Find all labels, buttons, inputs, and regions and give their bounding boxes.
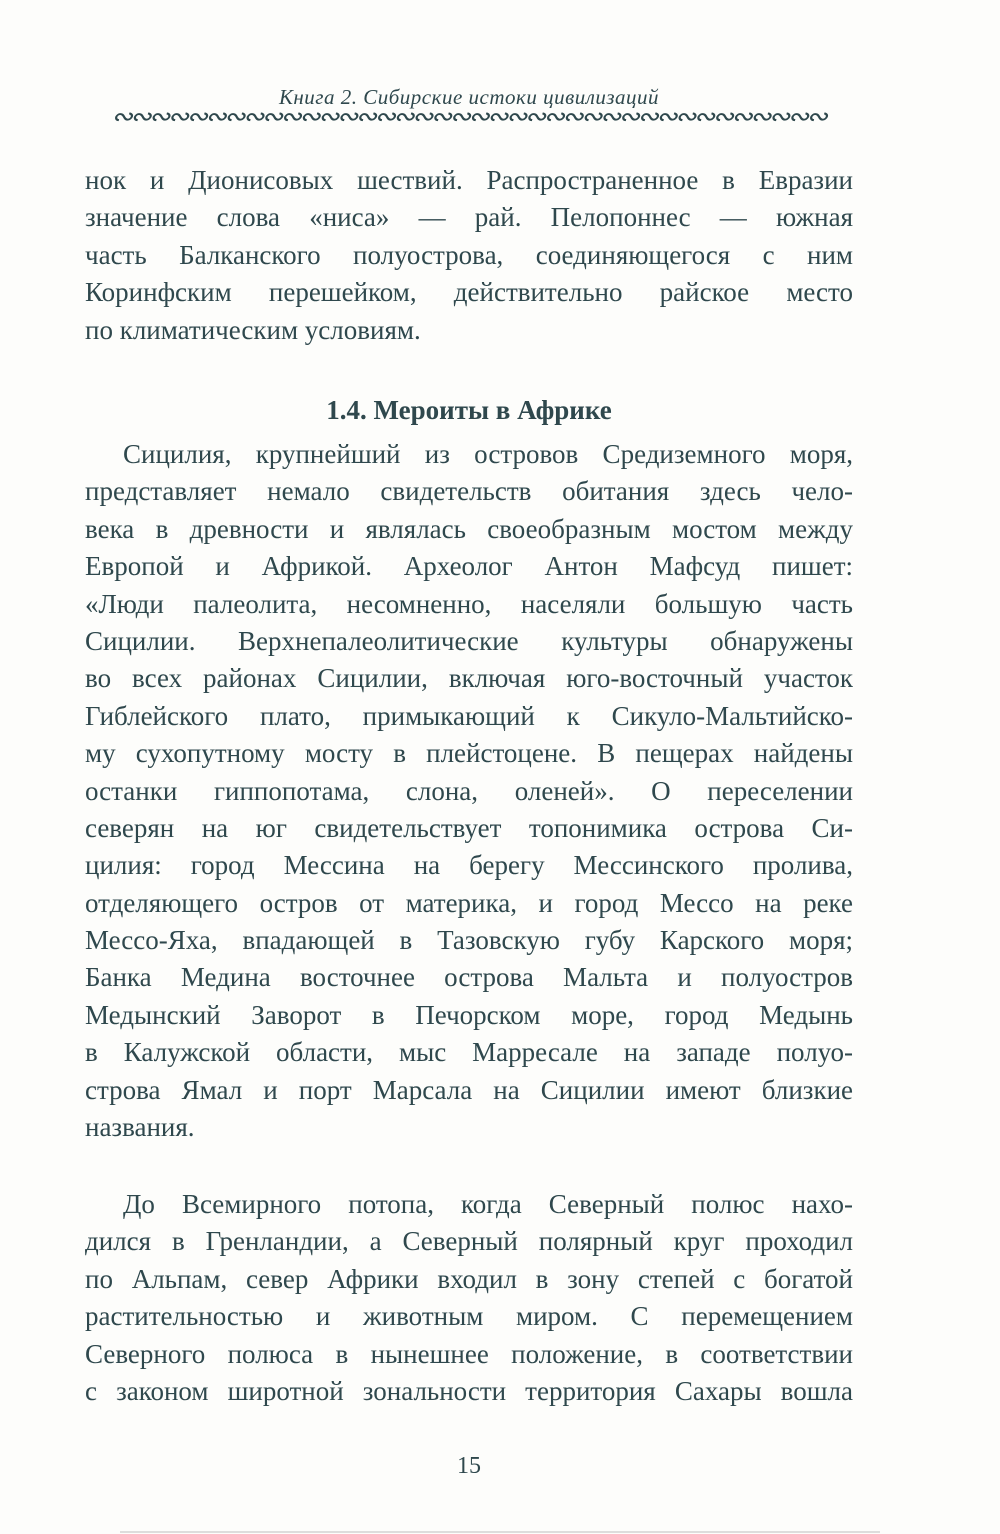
paragraph-sicily [85, 436, 853, 1146]
paragraph-flood [85, 1186, 853, 1410]
scan-edge-line [120, 1531, 880, 1533]
text-line: нок и Дионисовых шествий. Распространенное в Евразии [85, 165, 853, 195]
text-line: отделяющего остров от материка, и город Мессо на реке [85, 887, 853, 918]
paragraph-continued [85, 162, 853, 349]
text-line: останки гиппопотама, слона, оленей». О переселении [85, 775, 853, 806]
text-line: До Всемирного потопа, когда Северный полюс нахо- [123, 1189, 853, 1219]
text-line: Сицилии. Верхнепалеолитические культуры обнаружены [85, 625, 853, 656]
text-line: северян на юг свидетельствует топонимика острова Си- [85, 812, 853, 843]
text-line: в Калужской области, мыс Марресале на западе полуо- [85, 1037, 853, 1068]
text-line: Сицилия, крупнейший из островов Средиземного моря, [123, 439, 853, 469]
text-line: строва Ямал и порт Марсала на Сицилии имеют близкие [85, 1074, 853, 1105]
text-line: Мессо-Яха, впадающей в Тазовскую губу Карского моря; [85, 925, 853, 956]
text-line: Медынский Заворот в Печорском море, город Медынь [85, 999, 853, 1030]
text-line: с законом широтной зональности территория Сахары вошла [85, 1375, 853, 1406]
text-line: дился в Гренландии, а Северный полярный круг проходил [85, 1226, 853, 1257]
text-line: Коринфским перешейком, действительно райское место [85, 277, 853, 308]
text-line: му сухопутному мосту в плейстоцене. В пещерах найдены [85, 738, 853, 769]
section-heading: 1.4. Мероиты в Африке [326, 395, 612, 425]
text-line: по Альпам, север Африки входил в зону степей с богатой [85, 1263, 853, 1294]
text-line: представляет немало свидетельств обитания здесь чело- [85, 476, 853, 507]
text-line: по климатическим условиям. [85, 314, 421, 345]
text-line: Северного полюса в нынешнее положение, в соответствии [85, 1338, 853, 1369]
text-line: Гиблейского плато, примыкающий к Сикуло-Мальтийско- [85, 700, 853, 731]
running-header: Книга 2. Сибирские истоки цивилизаций [278, 85, 660, 109]
text-line: часть Балканского полуострова, соединяющегося с ним [85, 239, 853, 270]
text-line: века в древности и являлась своеобразным мостом между [85, 513, 853, 544]
text-line: значение слова «ниса» — рай. Пелопоннес — южная [85, 202, 853, 233]
text-line: Европой и Африкой. Археолог Антон Мафсуд пишет: [85, 551, 853, 582]
text-line: «Люди палеолита, несомненно, населяли большую часть [85, 588, 853, 619]
text-line: во всех районах Сицилии, включая юго-восточный участок [85, 663, 853, 694]
ornament-divider: ∾∾∾∾∾∾∾∾∾∾∾∾∾∾∾∾∾∾∾∾∾∾∾∾∾∾∾∾∾∾∾∾∾∾∾∾∾∾ [111, 104, 825, 130]
text-line: названия. [85, 1112, 195, 1143]
text-line: растительностью и животным миром. С перемещением [85, 1301, 853, 1332]
page-number: 15 [457, 1453, 481, 1479]
text-line: цилия: город Мессина на берегу Мессинского пролива, [85, 850, 853, 881]
text-line: Банка Медина восточнее острова Мальта и полуостров [85, 962, 853, 993]
